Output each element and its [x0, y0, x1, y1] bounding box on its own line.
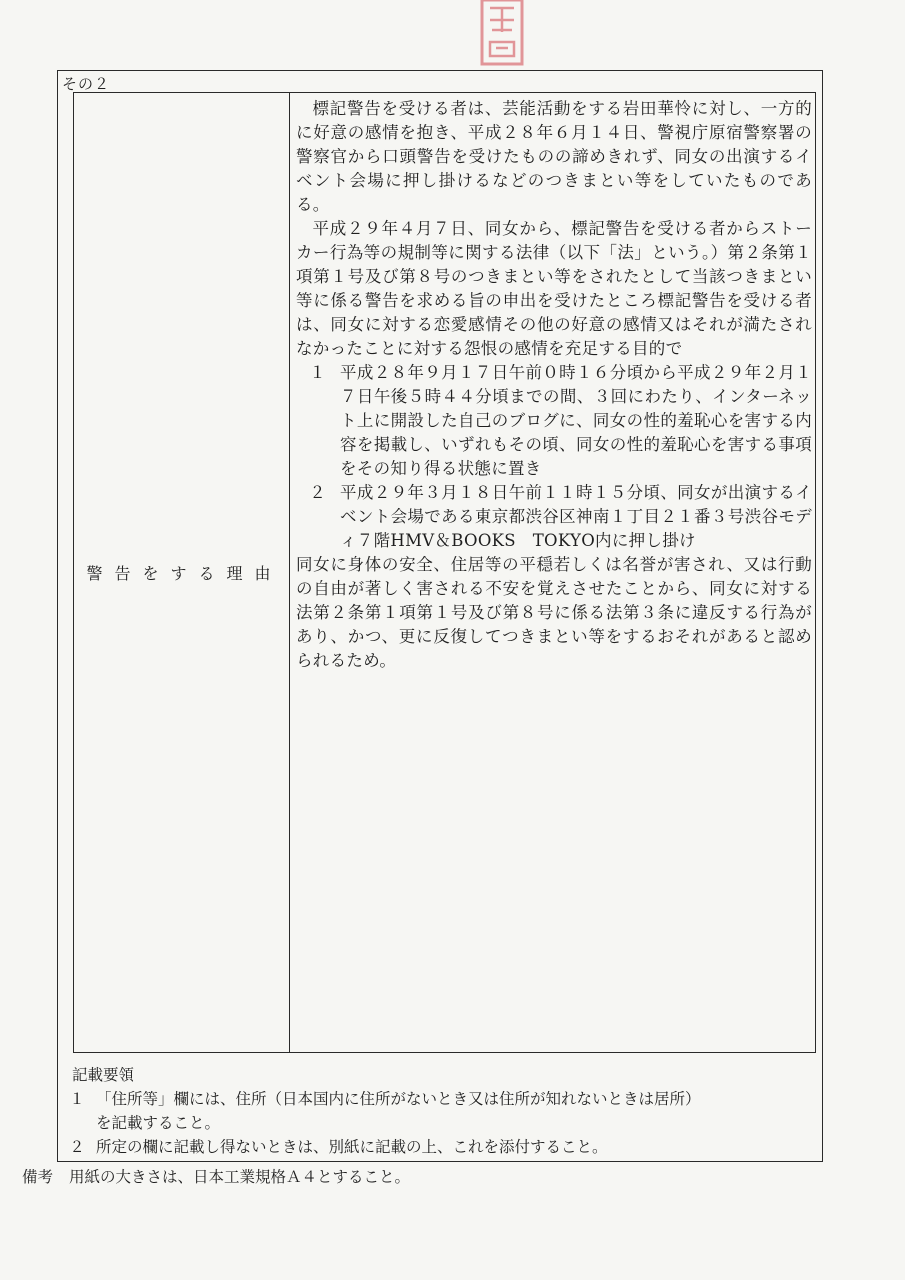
list-item-number: ２	[309, 483, 326, 502]
list-item-text: 平成２９年３月１８日午前１１時１５分頃、同女が出演するイベント会場である東京都渋谷区神南１丁目２１番３号渋谷モディ７階HMV＆BOOKS TOKYO内に押し掛け	[340, 483, 812, 550]
conclusion-paragraph: 同女に身体の安全、住居等の平穏若しくは名誉が害され、又は行動の自由が著しく害される不安を覚えさせたことから、同女に対する法第２条第１項第１号及び第８号に係る法第３条に違反する行為があり、かつ、更に反復してつきまとい等をするおそれがあると認められるため。	[296, 555, 812, 670]
note-text: 「住所等」欄には、住所（日本国内に住所がないとき又は住所が知れないときは居所）	[96, 1090, 701, 1108]
seal-stamp	[478, 0, 526, 68]
column-divider	[289, 93, 290, 1052]
note-number: ２	[69, 1138, 85, 1156]
warning-reason-text	[296, 97, 812, 673]
filling-instructions	[58, 1063, 824, 1159]
note-text: 所定の欄に記載し得ないときは、別紙に記載の上、これを添付すること。	[96, 1138, 608, 1156]
paragraph: 平成２９年４月７日、同女から、標記警告を受ける者からストーカー行為等の規制等に関する法律（以下「法」という。）第２条第１項第１号及び第８号のつきまとい等をされたとして当該つきまとい等に係る警告を求める旨の申出を受けたところ標記警告を受ける者は、同女に対する恋愛感情その他の好意の感情又はそれが満たされなかったことに対する怨恨の感情を充足する目的で	[296, 219, 812, 358]
note-number: １	[69, 1090, 85, 1108]
list-item-text: 平成２８年９月１７日午前０時１６分頃から平成２９年２月１７日午後５時４４分頃までの間、３回にわたり、インターネット上に開設した自己のブログに、同女の性的羞恥心を害する内容を掲載し、いずれもその頃、同女の性的羞恥心を害する事項をその知り得る状態に置き	[340, 363, 812, 478]
remarks-label: 備考	[22, 1168, 54, 1186]
note-item	[58, 1135, 824, 1159]
note-continuation: を記載すること。	[96, 1114, 221, 1132]
list-item-number: １	[309, 363, 326, 382]
notes-heading: 記載要領	[72, 1066, 135, 1084]
form-frame	[57, 70, 823, 1162]
remarks	[22, 1165, 410, 1187]
note-item	[58, 1087, 824, 1111]
field-label-warning-reason: 警告をする理由	[86, 564, 283, 583]
list-item	[296, 361, 812, 481]
reason-table	[73, 92, 816, 1053]
list-item	[296, 481, 812, 553]
paragraph: 標記警告を受ける者は、芸能活動をする岩田華怜に対し、一方的に好意の感情を抱き、平成２８年６月１４日、警視庁原宿警察署の警察官から口頭警告を受けたものの諦めきれず、同女の出演するイベント会場に押し掛けるなどのつきまとい等をしていたものである。	[296, 99, 812, 214]
remarks-text: 用紙の大きさは、日本工業規格Ａ４とすること。	[69, 1168, 411, 1186]
page-label: その２	[62, 75, 111, 93]
